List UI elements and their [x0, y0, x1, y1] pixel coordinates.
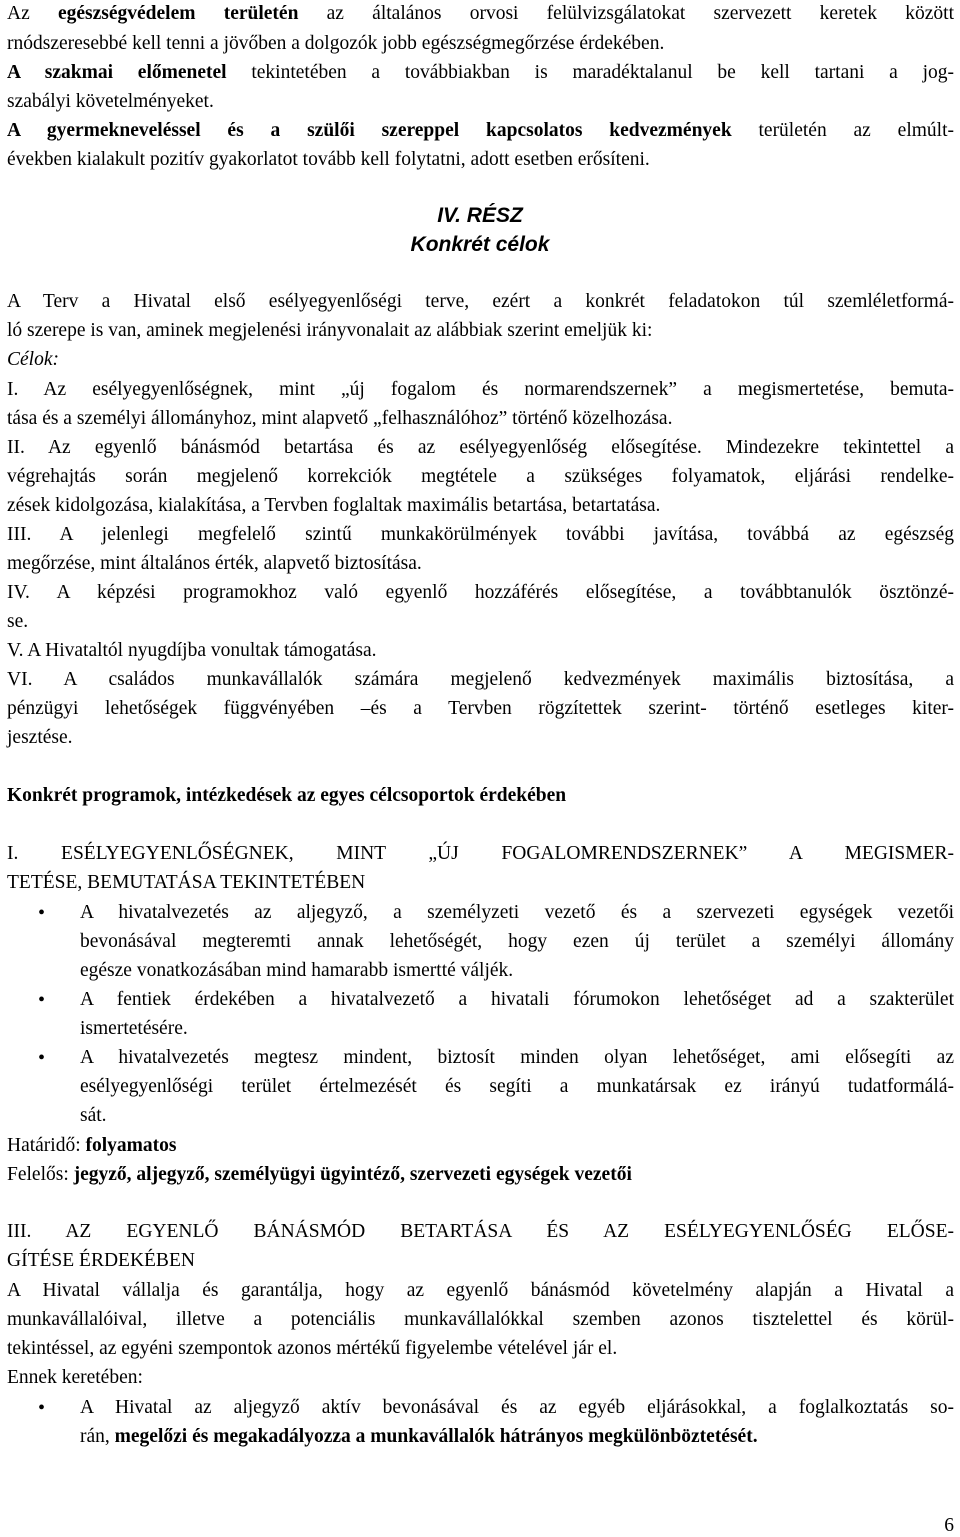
goal-item-cont: se.	[7, 611, 29, 632]
bullet-item-cont: sát.	[80, 1105, 107, 1126]
bold-term: egészségvédelem területén	[57, 3, 299, 24]
goal-item-cont: végrehajtás során megjelenő korrekciók megtétele a szükséges folyamatok, eljárási rendelke-	[7, 466, 954, 487]
paragraph-line	[7, 4, 954, 24]
paragraph-line: Ennek keretében:	[7, 1367, 143, 1388]
paragraph-line	[7, 121, 954, 141]
bullet-icon: •	[38, 989, 46, 1011]
section-title: I. ESÉLYEGYENLŐSÉGNEK, MINT „ÚJ FOGALOMRENDSZERNEK” A MEGISMER-	[7, 843, 954, 864]
bullet-item-cont: ismertetésére.	[80, 1018, 188, 1039]
bullet-item: A Hivatal az aljegyző aktív bevonásával és az egyéb eljárásokkal, a foglalkoztatás so-	[80, 1397, 954, 1418]
page-number: 6	[944, 1515, 954, 1536]
bullet-icon: •	[38, 1047, 46, 1069]
paragraph-line	[7, 63, 954, 83]
deadline-value: folyamatos	[85, 1135, 177, 1156]
bullet-icon: •	[38, 1397, 46, 1419]
paragraph-line: szabályi követelményeket.	[7, 91, 214, 112]
paragraph-line: A Hivatal vállalja és garantálja, hogy az egyenlő bánásmód követelmény alapján a Hivatal a	[7, 1280, 954, 1301]
responsible-line	[7, 1165, 632, 1185]
goal-item: V. A Hivataltól nyugdíjba vonultak támogatása.	[7, 640, 377, 661]
bold-term: megelőzi és megakadályozza a munkavállalók hátrányos megkülönböztetését.	[114, 1426, 758, 1447]
part-title: Konkrét célok	[410, 233, 550, 256]
text-span: az általános orvosi felülvizsgálatokat szervezett keretek között	[298, 3, 954, 24]
responsible-value: jegyző, aljegyző, személyügyi ügyintéző, szervezeti egységek vezetői	[73, 1164, 632, 1185]
bold-term: A szakmai előmenetel	[7, 62, 227, 83]
bold-term: A gyermekneveléssel és a szülői szereppel kapcsolatos kedvezmények	[7, 120, 732, 141]
bullet-item-cont: bevonásával megteremti annak lehetőségét, hogy ezen új terület a személyi állomány	[80, 931, 954, 952]
goal-item: II. Az egyenlő bánásmód betartása és az esélyegyenlőség elősegítése. Mindezekre tekintettel a	[7, 437, 954, 458]
bullet-item-cont: esélyegyenlőségi terület értelmezését és segíti a munkatársak ez irányú tudatformálá-	[80, 1076, 954, 1097]
goal-item-cont: pénzügyi lehetőségek függvényében –és a Tervben rögzítettek szerint- történő esetleges kiter-	[7, 698, 954, 719]
goals-label: Célok:	[7, 349, 59, 370]
bullet-item: A fentiek érdekében a hivatalvezető a hivatali fórumokon lehetőséget ad a szakterület	[80, 989, 954, 1010]
goal-item: IV. A képzési programokhoz való egyenlő hozzáférés elősegítése, a továbbtanulók ösztönzé-	[7, 582, 954, 603]
bullet-item: A hivatalvezetés megtesz mindent, biztosít minden olyan lehetőséget, ami elősegíti az	[80, 1047, 954, 1068]
goal-item: III. A jelenlegi megfelelő szintű munkakörülmények további javítása, továbbá az egészség	[7, 524, 954, 545]
text-span: rán,	[80, 1426, 115, 1447]
part-heading: IV. RÉSZ	[437, 204, 523, 227]
goal-item: VI. A családos munkavállalók számára megjelenő kedvezmények maximális biztosítása, a	[7, 669, 954, 690]
goal-item-cont: zések kidolgozása, kialakítása, a Tervben foglaltak maximális betartása, betartatása.	[7, 495, 661, 516]
section-title: III. AZ EGYENLŐ BÁNÁSMÓD BETARTÁSA ÉS AZ ESÉLYEGYENLŐSÉG ELŐSE-	[7, 1221, 954, 1242]
paragraph-line: rnódszeresebbé kell tenni a jövőben a dolgozók jobb egészségmegőrzése érdekében.	[7, 33, 665, 54]
goal-item: I. Az esélyegyenlőségnek, mint „új fogalom és normarendszernek” a megismertetése, bemuta-	[7, 379, 954, 400]
paragraph-line: A Terv a Hivatal első esélyegyenlőségi terve, ezért a konkrét feladatokon túl szemléletformá-	[7, 291, 954, 312]
deadline-label: Határidő:	[7, 1135, 86, 1156]
text-span: tekintetében a továbbiakban is maradéktalanul be kell tartani a jog-	[226, 62, 955, 83]
responsible-label: Felelős:	[7, 1164, 74, 1185]
goal-item-cont: jesztése.	[7, 727, 73, 748]
text-span: területén az elmúlt-	[731, 120, 954, 141]
deadline-line	[7, 1136, 177, 1156]
bullet-item-cont: egésze vonatkozásában mind hamarabb ismertté váljék.	[80, 960, 514, 981]
goal-item-cont: megőrzése, mint általános érték, alapvető biztosítása.	[7, 553, 422, 574]
bullet-icon: •	[38, 902, 46, 924]
bullet-item: A hivatalvezetés az aljegyző, a személyzeti vezető és a szervezeti egységek vezetői	[80, 902, 954, 923]
paragraph-line: tekintéssel, az egyéni szempontok azonos mértékű figyelembe vételével jár el.	[7, 1338, 618, 1359]
goal-item-cont: tása és a személyi állományhoz, mint alapvető „felhasználóhoz” történő közelhozása.	[7, 408, 673, 429]
section-title-cont: GÍTÉSE ÉRDEKÉBEN	[7, 1250, 195, 1271]
paragraph-line: munkavállalóival, illetve a potenciális munkavállalókkal szemben azonos tisztelettel és körül-	[7, 1309, 954, 1330]
bullet-item-cont	[80, 1427, 758, 1447]
programs-heading: Konkrét programok, intézkedések az egyes célcsoportok érdekében	[7, 785, 567, 806]
paragraph-line: években kialakult pozitív gyakorlatot tovább kell folytatni, adott esetben erősíteni.	[7, 149, 650, 170]
text-span: Az	[7, 3, 58, 24]
section-title-cont: TETÉSE, BEMUTATÁSA TEKINTETÉBEN	[7, 872, 366, 893]
paragraph-line: ló szerepe is van, aminek megjelenési irányvonalait az alábbiak szerint emeljük ki:	[7, 320, 653, 341]
